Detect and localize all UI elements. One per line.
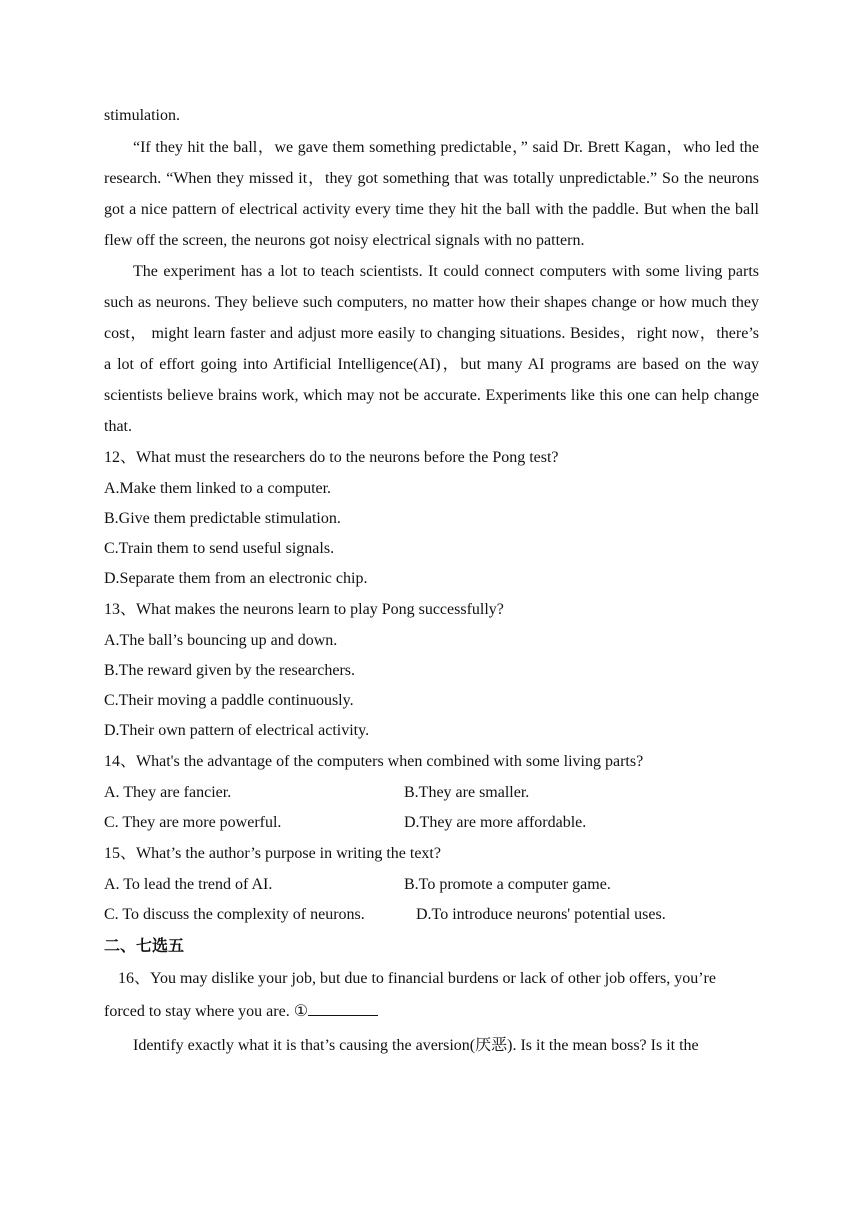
- question-stem: 12、What must the researchers do to the neurons before the Pong test?: [104, 449, 559, 466]
- section-heading: 二、七选五: [104, 938, 185, 955]
- passage-paragraph-2: The experiment has a lot to teach scientists. It could connect computers with some living parts such as neurons. They believe such computers, no matter how their shapes change or how much they cost， might learn faster and adjust more easily to changing situations. Besides，right now，there’s a lot of effort going into Artificial Intelligence(AI)，but many AI programs are based on the way scientists believe brains work, which may not be accurate. Experiments like this one can help change that.: [104, 263, 759, 435]
- passage-paragraph-16-2: Identify exactly what it is that’s causing the aversion(厌恶). Is it the mean boss? Is it the: [133, 1037, 699, 1054]
- options-row-1: [104, 870, 759, 900]
- option-b: B.They are smaller.: [404, 784, 530, 801]
- option-c: C. They are more powerful.: [104, 814, 282, 831]
- option-c: C. To discuss the complexity of neurons.: [104, 906, 365, 923]
- options-row-2: [104, 900, 759, 930]
- question-16-paragraph: [104, 962, 759, 1028]
- option-c: C.Their moving a paddle continuously.: [104, 692, 354, 709]
- option-d: D.They are more affordable.: [404, 814, 587, 831]
- passage-line-stimulation: stimulation.: [104, 107, 180, 124]
- document-content: [104, 102, 759, 1061]
- option-d: D.Their own pattern of electrical activity.: [104, 722, 370, 739]
- question-stem: 14、What's the advantage of the computers when combined with some living parts?: [104, 753, 644, 770]
- option-c: C.Train them to send useful signals.: [104, 540, 335, 557]
- option-a: A.The ball’s bouncing up and down.: [104, 632, 338, 649]
- option-b: B.Give them predictable stimulation.: [104, 510, 341, 527]
- option-b: B.The reward given by the researchers.: [104, 662, 355, 679]
- option-a: A. They are fancier.: [104, 784, 232, 801]
- passage-paragraph-1: “If they hit the ball，we gave them something predictable，” said Dr. Brett Kagan，who led the research. “When they missed it，they got something that was totally unpredictable.” So the neurons got a nice pattern of electrical activity every time they hit the ball with the paddle. But when the ball flew off the screen, the neurons got noisy electrical signals with no pattern.: [104, 139, 759, 249]
- question-stem: 15、What’s the author’s purpose in writing the text?: [104, 845, 441, 862]
- option-a: A. To lead the trend of AI.: [104, 876, 273, 893]
- answer-blank-1[interactable]: [308, 1001, 378, 1016]
- option-a: A.Make them linked to a computer.: [104, 480, 332, 497]
- question-16-text: 16、You may dislike your job, but due to financial burdens or lack of other job offers, you’re forced to stay where you are. ①: [104, 970, 716, 1020]
- question-stem: 13、What makes the neurons learn to play Pong successfully?: [104, 601, 504, 618]
- question-12: [104, 442, 759, 594]
- option-b: B.To promote a computer game.: [404, 876, 611, 893]
- question-13: [104, 594, 759, 746]
- option-d: D.Separate them from an electronic chip.: [104, 570, 368, 587]
- question-15: [104, 838, 759, 930]
- options-row-2: [104, 808, 759, 838]
- question-14: [104, 746, 759, 838]
- option-d: D.To introduce neurons' potential uses.: [416, 906, 666, 923]
- options-row-1: [104, 778, 759, 808]
